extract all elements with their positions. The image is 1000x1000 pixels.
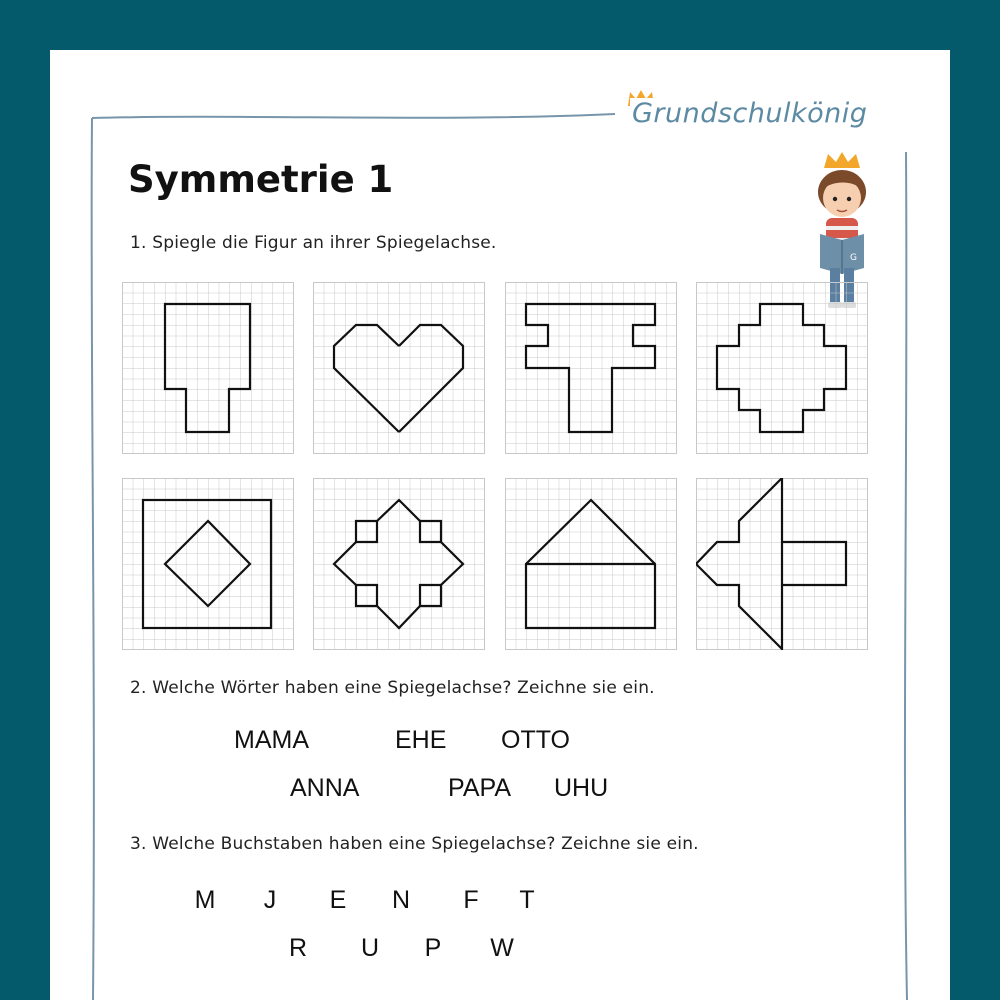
page-title: Symmetrie 1 [128, 158, 394, 201]
word-ehe[interactable]: EHE [395, 726, 447, 754]
symmetry-grid-8[interactable] [696, 478, 868, 650]
word-mama[interactable]: MAMA [234, 726, 309, 754]
word-otto[interactable]: OTTO [501, 726, 570, 754]
word-uhu[interactable]: UHU [554, 774, 609, 802]
letter-j[interactable]: J [263, 886, 277, 914]
letter-u[interactable]: U [360, 934, 380, 962]
letter-t[interactable]: T [519, 886, 535, 914]
letter-r[interactable]: R [288, 934, 308, 962]
symmetry-grid-3[interactable] [505, 282, 677, 454]
task-1-instruction: 1. Spiegle die Figur an ihrer Spiegelachse. [130, 233, 497, 253]
letter-f[interactable]: F [463, 886, 479, 914]
letter-m[interactable]: M [194, 886, 216, 914]
letter-n[interactable]: N [391, 886, 411, 914]
word-papa[interactable]: PAPA [448, 774, 511, 802]
word-anna[interactable]: ANNA [290, 774, 360, 802]
symmetry-grid-2[interactable] [313, 282, 485, 454]
symmetry-grid-4[interactable] [696, 282, 868, 454]
worksheet [50, 50, 950, 1000]
symmetry-grid-7[interactable] [505, 478, 677, 650]
task-2-instruction: 2. Welche Wörter haben eine Spiegelachse? Zeichne sie ein. [130, 678, 655, 698]
brand-logo: Grundschulkönig [632, 98, 868, 129]
symmetry-grid-5[interactable] [122, 478, 294, 650]
symmetry-grid-1[interactable] [122, 282, 294, 454]
task-3-instruction: 3. Welche Buchstaben haben eine Spiegelachse? Zeichne sie ein. [130, 834, 699, 854]
letter-w[interactable]: W [490, 934, 514, 962]
symmetry-grid-6[interactable] [313, 478, 485, 650]
svg-text:G: G [850, 253, 857, 263]
letter-e[interactable]: E [329, 886, 347, 914]
letter-p[interactable]: P [424, 934, 442, 962]
